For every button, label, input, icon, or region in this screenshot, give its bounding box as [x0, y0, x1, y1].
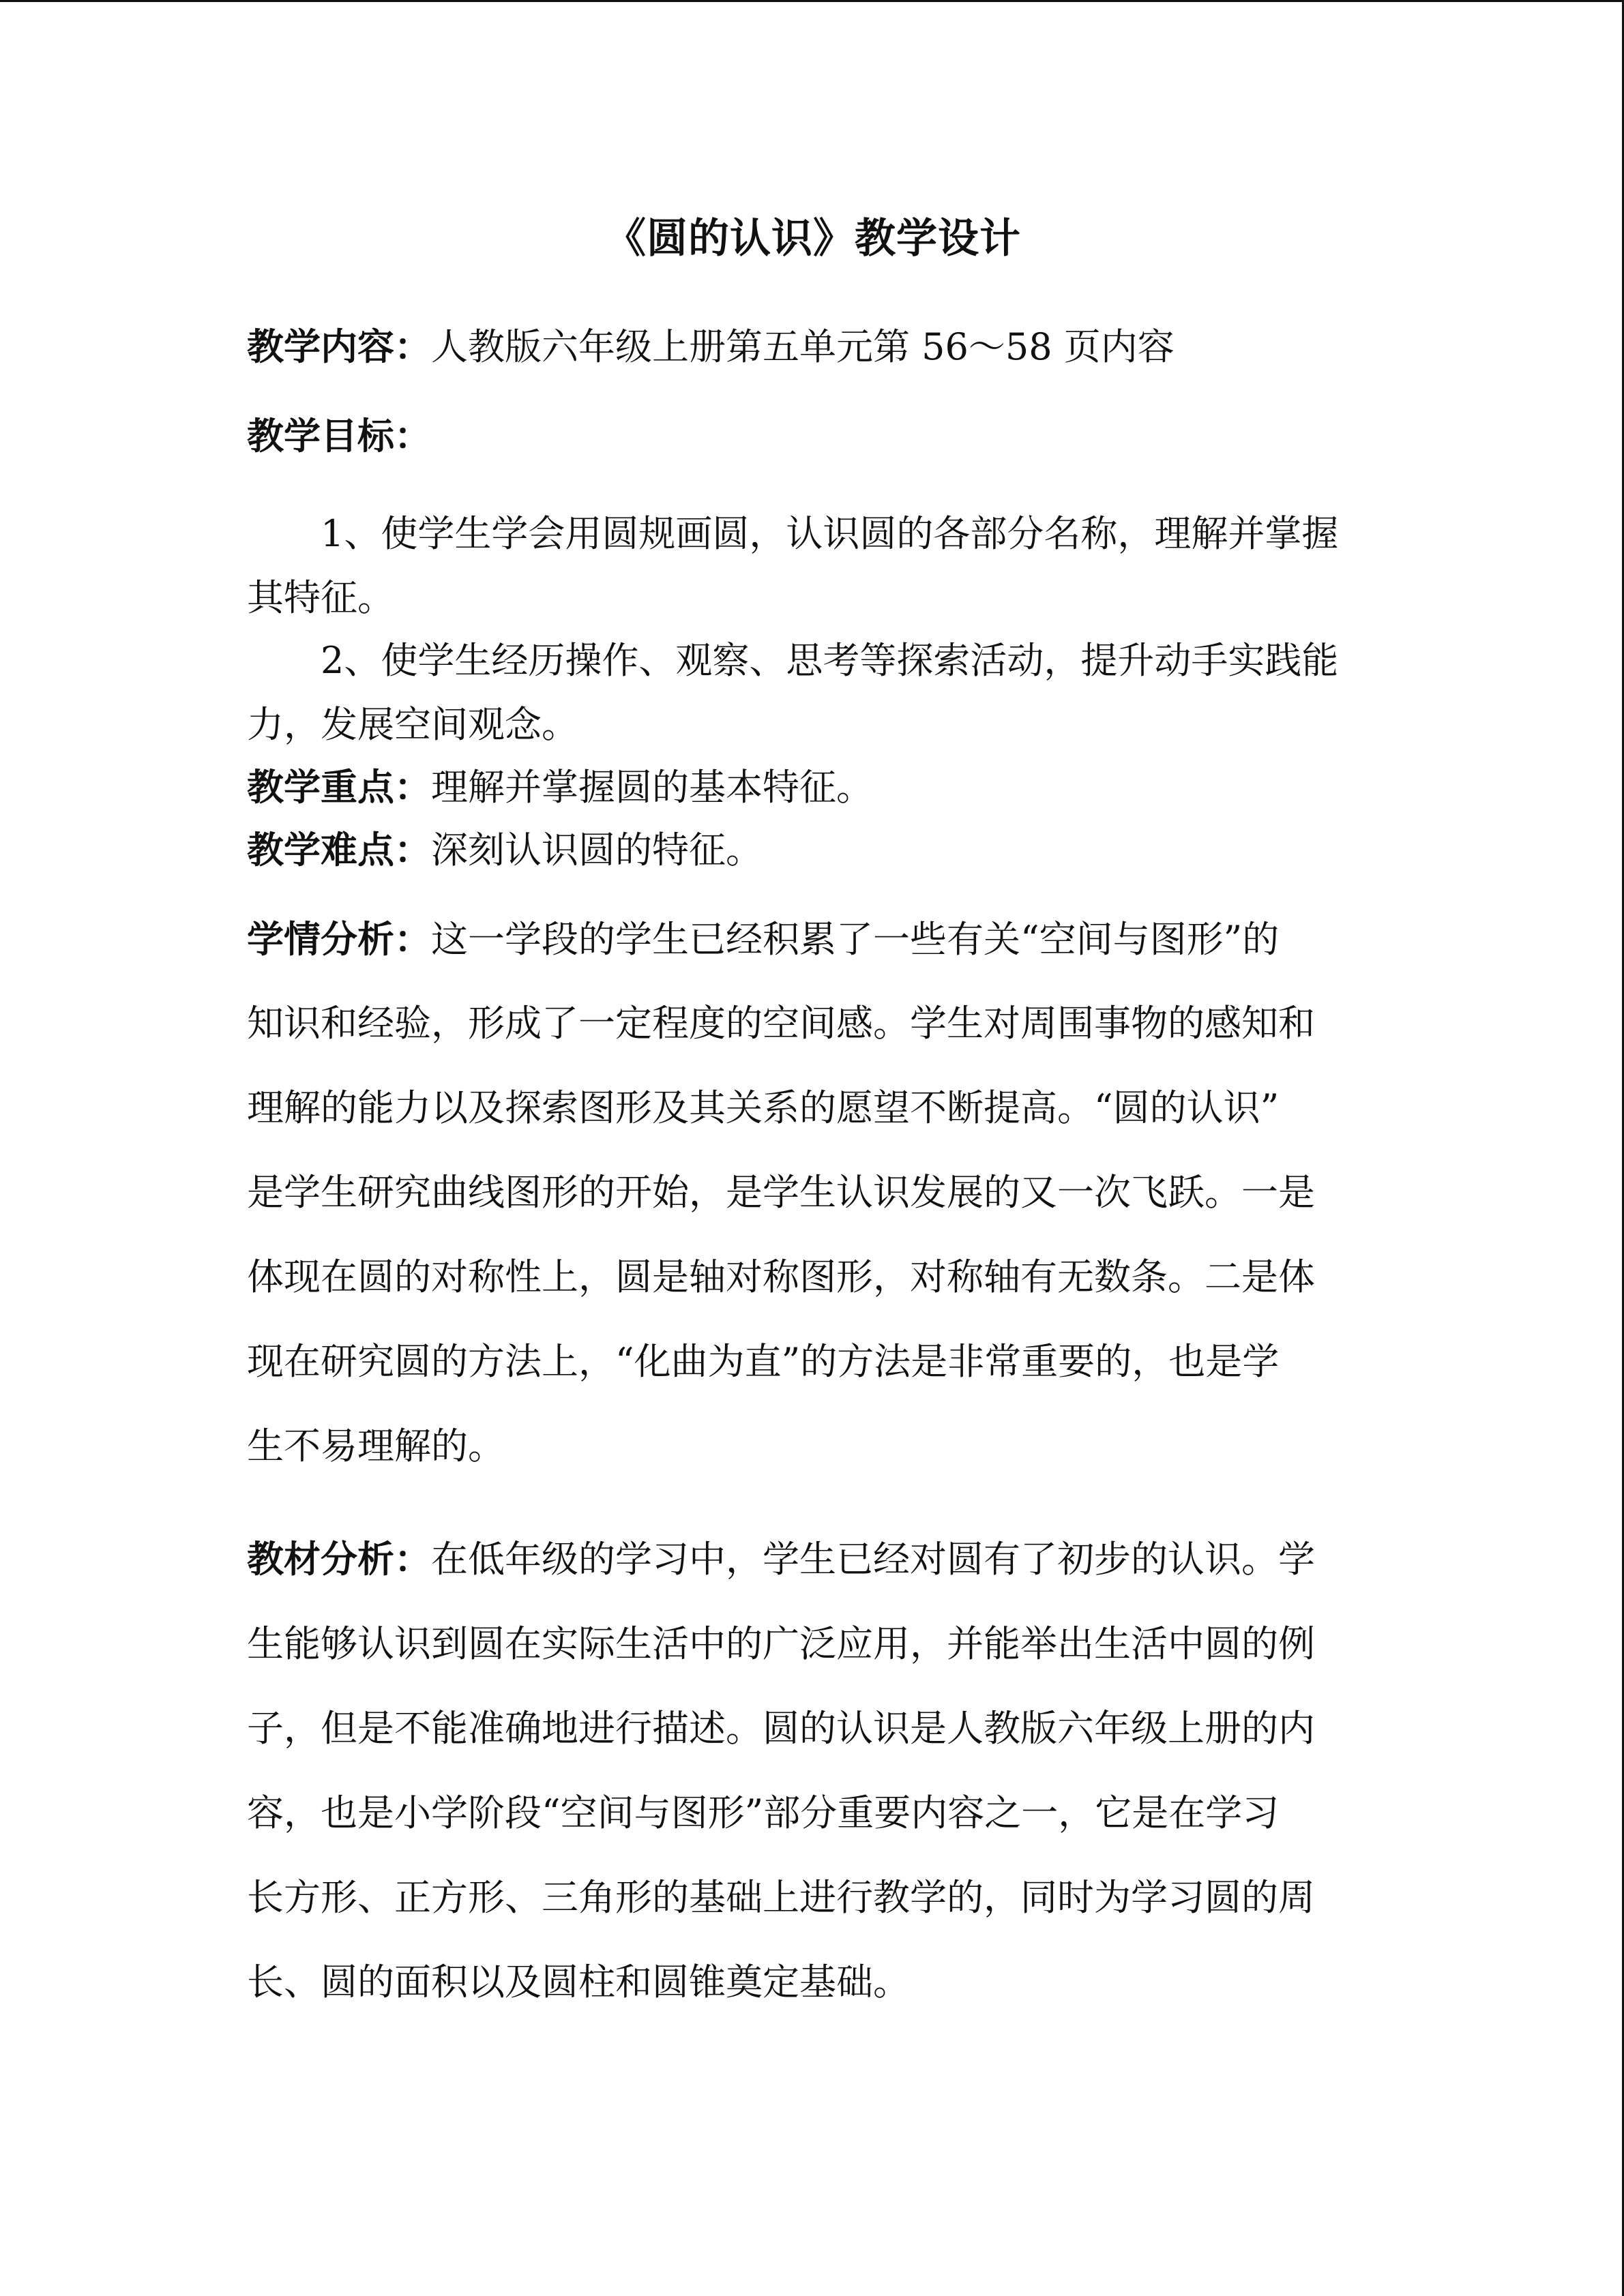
key-point-label: 教学重点： — [247, 766, 431, 809]
student-analysis-line-5: 体现在圆的对称性上，圆是轴对称图形，对称轴有无数条。二是体 — [247, 1255, 1315, 1298]
textbook-analysis-line-2: 生能够认识到圆在实际生活中的广泛应用，并能举出生活中圆的例 — [247, 1622, 1315, 1665]
textbook-analysis-text-1: 在低年级的学习中，学生已经对圆有了初步的认识。学 — [431, 1538, 1315, 1581]
student-analysis-line-2: 知识和经验，形成了一定程度的空间感。学生对周围事物的感知和 — [247, 1002, 1315, 1045]
student-analysis-line-6: 现在研究圆的方法上，“化曲为直”的方法是非常重要的，也是学 — [247, 1340, 1280, 1383]
student-analysis-text-1: 这一学段的学生已经积累了一些有关“空间与图形”的 — [431, 918, 1280, 961]
student-analysis-line-4: 是学生研究曲线图形的开始，是学生认识发展的又一次飞跃。一是 — [247, 1171, 1315, 1214]
objective-1-line-2: 其特征。 — [247, 576, 394, 619]
textbook-analysis-label: 教材分析： — [247, 1538, 431, 1581]
teaching-content-label: 教学内容： — [247, 325, 431, 368]
textbook-analysis-line-3: 子，但是不能准确地进行描述。圆的认识是人教版六年级上册的内 — [247, 1707, 1315, 1750]
key-point-line — [247, 764, 873, 811]
textbook-analysis-line-1 — [247, 1536, 1315, 1583]
key-point-text: 理解并掌握圆的基本特征。 — [431, 766, 873, 809]
objective-2-line-2: 力，发展空间观念。 — [247, 703, 578, 746]
student-analysis-label: 学情分析： — [247, 918, 431, 961]
difficulty-line — [247, 826, 763, 874]
student-analysis-line-3: 理解的能力以及探索图形及其关系的愿望不断提高。“圆的认识” — [247, 1086, 1280, 1129]
textbook-analysis-line-6: 长、圆的面积以及圆柱和圆锥奠定基础。 — [247, 1960, 910, 2003]
teaching-content-text: 人教版六年级上册第五单元第 56～58 页内容 — [431, 325, 1175, 368]
textbook-analysis-line-5: 长方形、正方形、三角形的基础上进行教学的，同时为学习圆的周 — [247, 1876, 1315, 1919]
teaching-content-line — [247, 323, 1175, 371]
document-title: 《圆的认识》教学设计 — [605, 215, 1021, 263]
student-analysis-line-1 — [247, 916, 1279, 964]
objectives-label-line — [247, 413, 431, 460]
difficulty-label: 教学难点： — [247, 829, 431, 871]
objectives-label: 教学目标： — [247, 415, 431, 458]
objective-1-line-1: 1、使学生学会用圆规画圆，认识圆的各部分名称，理解并掌握 — [321, 512, 1339, 555]
objective-2-line-1: 2、使学生经历操作、观察、思考等探索活动，提升动手实践能 — [321, 639, 1339, 682]
difficulty-text: 深刻认识圆的特征。 — [431, 829, 763, 871]
student-analysis-line-7: 生不易理解的。 — [247, 1425, 505, 1467]
textbook-analysis-line-4: 容，也是小学阶段“空间与图形”部分重要内容之一，它是在学习 — [247, 1791, 1280, 1834]
